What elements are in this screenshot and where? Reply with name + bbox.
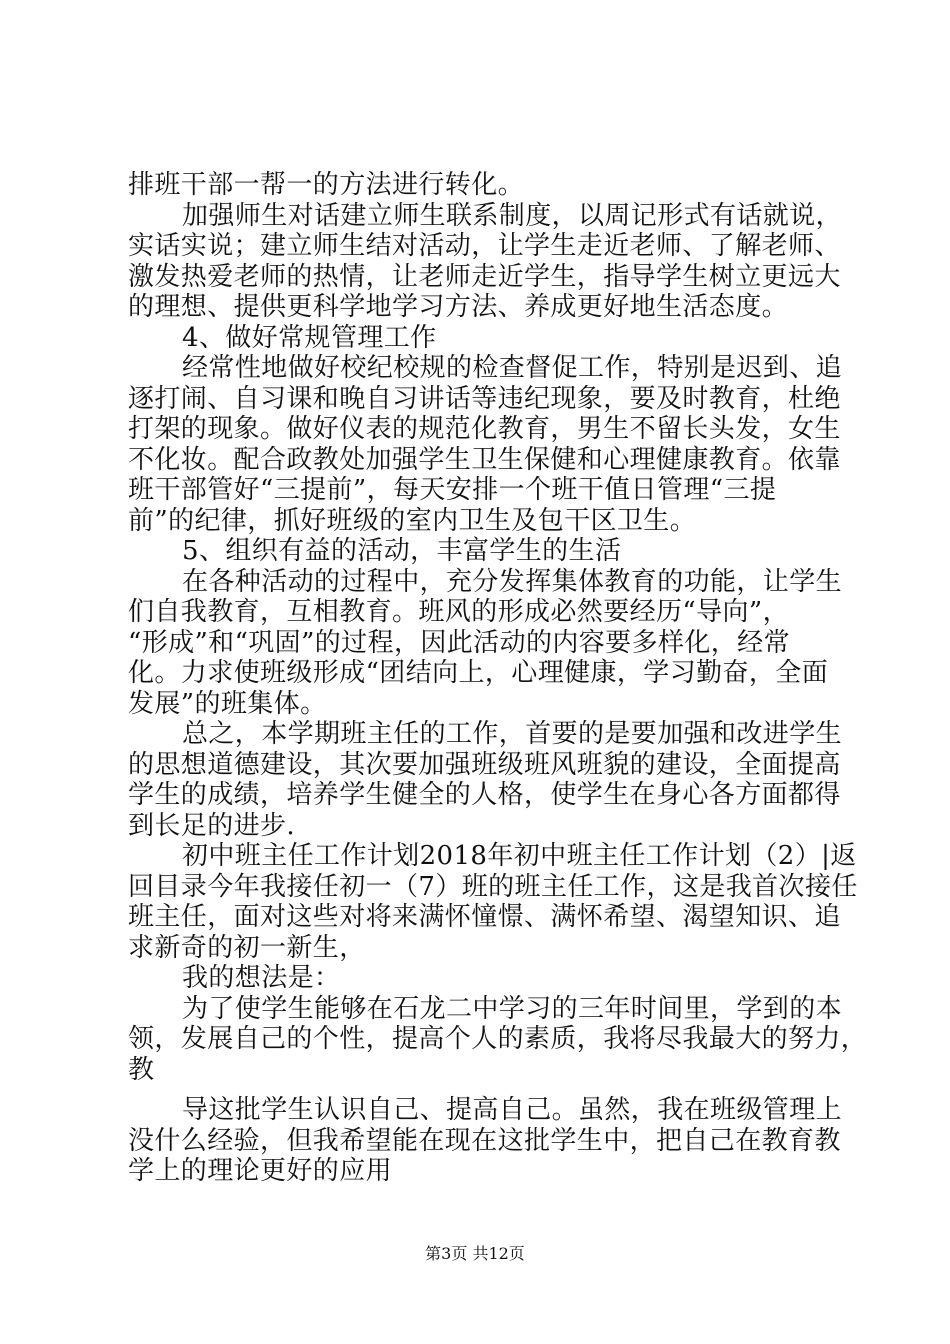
text-line: 化。力求使班级形成“团结向上，心理健康，学习勤奋，全面 [128, 658, 829, 688]
text-line: “形成”和“巩固”的过程，因此活动的内容要多样化，经常 [128, 627, 790, 658]
text-line: 在各种活动的过程中，充分发挥集体教育的功能，让学生 [182, 566, 843, 597]
text-line: 班主任，面对这些对将来满怀憧憬、满怀希望、渴望知识、追 [128, 902, 841, 932]
text-line: 的思想道德建设，其次要加强班级班风班貌的建设，全面提高 [128, 749, 841, 780]
text-line: 班干部管好“三提前”，每天安排一个班干值日管理“三提 [128, 475, 777, 505]
text-line: 领，发展自己的个性，提高个人的素质，我将尽我最大的努力， [128, 1024, 868, 1054]
text-line: 5、组织有益的活动，丰富学生的生活 [182, 536, 622, 566]
text-line: 初中班主任工作计划2018年初中班主任工作计划（2）|返 [182, 841, 857, 871]
text-line: 加强师生对话建立师生联系制度，以周记形式有话就说， [182, 200, 843, 231]
body-text [128, 170, 868, 1187]
text-line: 为了使学生能够在石龙二中学习的三年时间里，学到的本 [182, 993, 843, 1024]
text-line: 教 [128, 1054, 155, 1085]
text-line: 激发热爱老师的热情，让老师走近学生，指导学生树立更远大 [128, 261, 841, 292]
text-line: 排班干部一帮一的方法进行转化。 [128, 170, 525, 200]
text-line: 没什么经验，但我希望能在现在这批学生中，把自己在教育教 [128, 1125, 841, 1156]
text-line: 我的想法是： [182, 963, 341, 993]
text-line: 总之，本学期班主任的工作，首要的是要加强和改进学生 [182, 719, 843, 749]
page-footer: 第3页 共12页 [425, 1244, 525, 1263]
text-line: 求新奇的初一新生， [128, 932, 366, 963]
text-line: 回目录今年我接任初一（7）班的班主任工作，这是我首次接任 [128, 871, 858, 902]
text-line: 打架的现象。做好仪表的规范化教育，男生不留长头发，女生 [128, 414, 841, 444]
text-line: 们自我教育，互相教育。班风的形成必然要经历“导向”， [128, 597, 789, 627]
text-line: 学上的理论更好的应用 [128, 1156, 393, 1186]
text-line: 发展”的班集体。 [128, 688, 327, 719]
text-line: 导这批学生认识自己、提高自己。虽然，我在班级管理上 [182, 1095, 843, 1125]
text-line: 经常性地做好校纪校规的检查督促工作，特别是迟到、追 [182, 353, 843, 383]
text-line: 逐打闹、自习课和晚自习讲话等违纪现象，要及时教育，杜绝 [128, 383, 841, 414]
text-line: 学生的成绩，培养学生健全的人格，使学生在身心各方面都得 [128, 780, 841, 810]
text-line: 不化妆。配合政教处加强学生卫生保健和心理健康教育。依靠 [128, 444, 841, 475]
text-line: 实话实说；建立师生结对活动，让学生走近老师、了解老师、 [128, 231, 841, 261]
text-line: 的理想、提供更科学地学习方法、养成更好地生活态度。 [128, 292, 789, 322]
text-line: 4、做好常规管理工作 [182, 322, 437, 353]
text-line: 前”的纪律，抓好班级的室内卫生及包干区卫生。 [128, 505, 697, 536]
text-line: 到长足的进步. [128, 810, 296, 841]
